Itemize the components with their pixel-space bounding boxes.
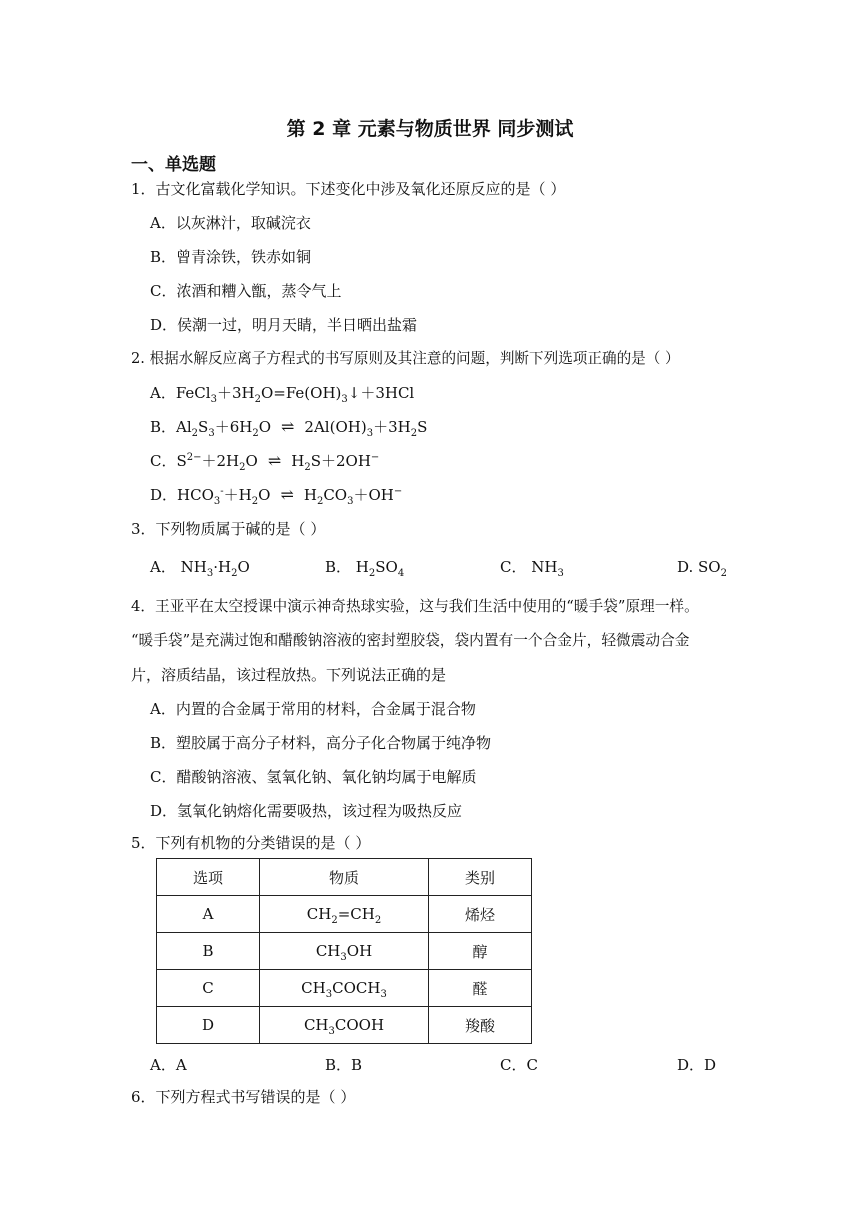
- table-cell-formula: $CH_3OH$: [260, 933, 429, 970]
- table-row: [157, 1007, 532, 1044]
- table-cell: A: [157, 896, 260, 933]
- question-2-option-b: B．$Al_2S_3+6H_2O$ ⇌ $2Al(OH)_3+3H_2S$: [150, 417, 428, 439]
- question-5-option-b: B．B: [325, 1056, 363, 1074]
- question-5-option-a: A．A: [150, 1056, 187, 1074]
- question-1-option-c: C．浓酒和糟入甑，蒸令气上: [150, 282, 342, 300]
- table-cell-formula: $CH_2=CH_2$: [260, 896, 429, 933]
- table-cell: 醛: [429, 970, 532, 1007]
- table-cell: 羧酸: [429, 1007, 532, 1044]
- question-3-stem: 3．下列物质属于碱的是（ ）: [131, 520, 326, 538]
- classification-table: [156, 858, 532, 1044]
- question-4-option-b: B．塑胶属于高分子材料，高分子化合物属于纯净物: [150, 734, 492, 752]
- question-3-option-d: D. $SO_2$: [677, 558, 727, 579]
- question-1-option-b: B．曾青涂铁，铁赤如铜: [150, 248, 312, 266]
- section-heading: 一、单选题: [131, 155, 216, 175]
- question-3-option-a: A． $NH_3\cdot H_2O$: [150, 558, 250, 579]
- question-1-option-a: A．以灰淋汁，取碱浣衣: [150, 214, 311, 232]
- table-header-cell: 选项: [157, 859, 260, 896]
- table-cell-formula: $CH_3COCH_3$: [260, 970, 429, 1007]
- equilibrium-arrow-icon: ⇌: [280, 485, 294, 504]
- table-header-row: [157, 859, 532, 896]
- table-row: [157, 896, 532, 933]
- question-1-option-d: D．侯潮一过，明月天睛，半日晒出盐霜: [150, 316, 418, 334]
- table-cell: B: [157, 933, 260, 970]
- question-3-option-c: C． $NH_3$: [500, 558, 564, 579]
- table-cell-formula: $CH_3COOH$: [260, 1007, 429, 1044]
- table-row: [157, 970, 532, 1007]
- document-title: 第 2 章 元素与物质世界 同步测试: [286, 118, 574, 140]
- question-1-stem: 1．古文化富载化学知识。下述变化中涉及氧化还原反应的是（ ）: [131, 180, 566, 198]
- question-4-stem-line-1: 4．王亚平在太空授课中演示神奇热球实验，这与我们生活中使用的“暖手袋”原理一样。: [131, 598, 699, 615]
- equilibrium-arrow-icon: ⇌: [267, 451, 282, 470]
- table-cell: 醇: [429, 933, 532, 970]
- equilibrium-arrow-icon: ⇌: [281, 417, 295, 436]
- table-cell: 烯烃: [429, 896, 532, 933]
- question-3-option-b: B． $H_2SO_4$: [325, 558, 405, 579]
- question-4-option-d: D．氢氧化钠熔化需要吸热，该过程为吸热反应: [150, 802, 463, 820]
- question-5-option-d: D．D: [677, 1056, 717, 1074]
- table-row: [157, 933, 532, 970]
- question-2-option-a: A．$FeCl_3+3H_2O=Fe(OH)_3↓+3HCl$: [150, 384, 415, 405]
- table-cell: C: [157, 970, 260, 1007]
- question-2-stem: 2. 根据水解反应离子方程式的书写原则及其注意的问题，判断下列选项正确的是（ ）: [131, 350, 680, 367]
- question-4-stem-line-3: 片，溶质结晶，该过程放热。下列说法正确的是: [131, 666, 447, 684]
- question-4-option-a: A．内置的合金属于常用的材料，合金属于混合物: [150, 700, 476, 718]
- question-5-stem: 5．下列有机物的分类错误的是（ ）: [131, 834, 371, 852]
- table-header-cell: 物质: [260, 859, 429, 896]
- question-6-stem: 6．下列方程式书写错误的是（ ）: [131, 1088, 356, 1106]
- question-4-stem-line-2: “暖手袋”是充满过饱和醋酸钠溶液的密封塑胶袋，袋内置有一个合金片，轻微震动合金: [131, 632, 690, 649]
- table-cell: D: [157, 1007, 260, 1044]
- question-2-option-c: C．$S^{2-}+2H_2O$ ⇌ $H_2S+2OH^-$: [150, 451, 380, 473]
- question-4-option-c: C．醋酸钠溶液、氢氧化钠、氧化钠均属于电解质: [150, 768, 477, 786]
- table-header-cell: 类别: [429, 859, 532, 896]
- question-5-option-c: C．C: [500, 1056, 538, 1074]
- question-2-option-d: D．$HCO_3^-+H_2O$ ⇌ $H_2CO_3+OH^-$: [150, 485, 403, 507]
